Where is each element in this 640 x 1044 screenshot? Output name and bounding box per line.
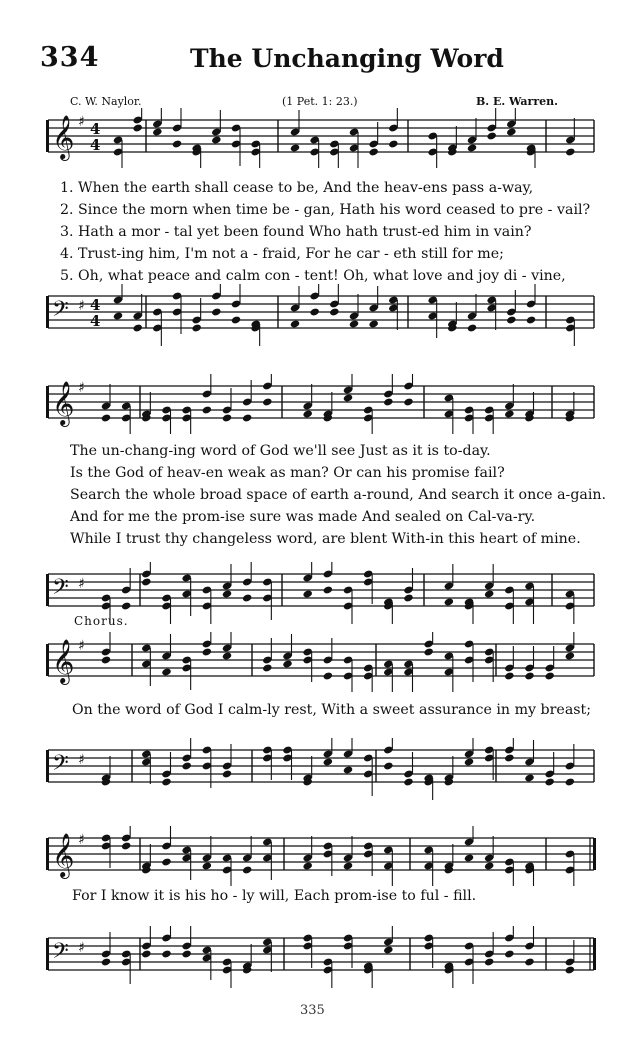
note-head (506, 315, 516, 324)
note-head (524, 957, 534, 966)
time-signature-top: 4 (90, 120, 101, 138)
note-head (444, 597, 454, 606)
verse-4-line-2: And for me the prom-ise sure was made And sealed on Cal-va-ry. (70, 509, 536, 525)
page-number: 335 (300, 1003, 325, 1018)
verse-5-line-2: While I trust thy changeless word, are blent With-in this heart of mine. (70, 531, 581, 547)
note-head (565, 965, 575, 974)
note-head (121, 601, 131, 610)
staff-chorus-bass (0, 738, 640, 800)
note-head (343, 765, 353, 774)
sharp-key-icon: ♯ (78, 114, 85, 130)
note-head (524, 671, 534, 680)
note-head (141, 949, 151, 958)
bass-clef-icon: 𝄢 (52, 297, 69, 327)
note-head (368, 319, 378, 328)
note-head (302, 861, 312, 870)
note-head (290, 319, 300, 328)
note-head (202, 405, 212, 414)
note-head (222, 413, 232, 422)
note-head (383, 761, 393, 770)
note-head (211, 135, 221, 144)
note-head (504, 753, 514, 762)
note-head (222, 651, 232, 660)
bass-clef-icon: 𝄢 (52, 575, 69, 605)
verse-1-line-1: 1. When the earth shall cease to be, And the heav-ens pass a-way, (60, 180, 534, 196)
system-bracket (46, 838, 49, 870)
note-head (467, 323, 477, 332)
treble-clef-icon: 𝄞 (52, 381, 75, 425)
note-head (349, 319, 359, 328)
note-head (343, 861, 353, 870)
note-head (368, 147, 378, 156)
staff-chorus-treble (0, 632, 640, 692)
note-head (323, 757, 333, 766)
sharp-key-icon: ♯ (78, 832, 85, 848)
sharp-key-icon: ♯ (78, 752, 85, 768)
note-head (302, 409, 312, 418)
note-head (383, 945, 393, 954)
staff-system1-bass (0, 284, 640, 346)
note-head (565, 147, 575, 156)
note-head (329, 307, 339, 316)
note-head (383, 397, 393, 406)
note-head (504, 949, 514, 958)
note-head (101, 655, 111, 664)
note-head (211, 307, 221, 316)
note-head (161, 857, 171, 866)
note-head (403, 593, 413, 602)
time-signature-top: 4 (90, 296, 101, 314)
treble-clef-icon: 𝄞 (52, 639, 75, 683)
note-head (242, 593, 252, 602)
verse-4-line-1: 4. Trust-ing him, I'm not a - fraid, For he car - eth still for me; (60, 246, 504, 262)
system-bracket (46, 644, 49, 676)
note-head (403, 777, 413, 786)
note-head (290, 143, 300, 152)
note-head (152, 127, 162, 136)
note-head (262, 397, 272, 406)
note-head (544, 671, 554, 680)
note-head (161, 667, 171, 676)
staff-final-bass (0, 926, 640, 988)
hymn-title: The Unchanging Word (190, 44, 504, 73)
note-head (544, 777, 554, 786)
verse-1-line-2: The un-chang-ing word of God we'll see Just as it is to-day. (70, 443, 491, 459)
system-bracket (46, 750, 49, 782)
note-head (242, 413, 252, 422)
note-head (121, 841, 131, 850)
note-head (506, 127, 516, 136)
note-head (309, 307, 319, 316)
note-head (141, 577, 151, 586)
note-head (388, 139, 398, 148)
verse-2-line-1: 2. Since the morn when time be - gan, Hath his word ceased to pre - vail? (60, 202, 591, 218)
verse-2-line-2: Is the God of heav-en weak as man? Or can his promise fail? (70, 465, 505, 481)
note-head (323, 585, 333, 594)
note-head (484, 589, 494, 598)
final-barline (593, 838, 596, 870)
note-head (323, 671, 333, 680)
final-barline (593, 938, 596, 970)
system-bracket (46, 386, 49, 418)
note-head (504, 671, 514, 680)
verse-3-line-1: 3. Hath a mor - tal yet been found Who hath trust-ed him in vain? (60, 224, 532, 240)
verse-3-line-2: Search the whole broad space of earth a-round, And search it once a-gain. (70, 487, 607, 503)
note-head (282, 659, 292, 668)
note-head (202, 647, 212, 656)
time-signature-bottom: 4 (90, 136, 101, 154)
note-head (565, 777, 575, 786)
note-head (484, 957, 494, 966)
sharp-key-icon: ♯ (78, 576, 85, 592)
note-head (464, 853, 474, 862)
note-head (222, 769, 232, 778)
chorus-line-2: For I know it is his ho - ly will, Each prom-ise to ful - fill. (72, 888, 477, 904)
sharp-key-icon: ♯ (78, 380, 85, 396)
note-head (484, 861, 494, 870)
staff-system1-treble (0, 108, 640, 168)
system-bracket (46, 296, 49, 328)
system-bracket (46, 574, 49, 606)
note-head (526, 315, 536, 324)
sharp-key-icon: ♯ (78, 638, 85, 654)
bass-clef-icon: 𝄢 (52, 751, 69, 781)
chorus-line-1: On the word of God I calm-ly rest, With a sweet assurance in my breast; (72, 702, 592, 718)
sharp-key-icon: ♯ (78, 298, 85, 314)
note-head (302, 589, 312, 598)
staff-final-treble (0, 826, 640, 886)
note-head (343, 393, 353, 402)
note-head (231, 315, 241, 324)
system-bracket (46, 120, 49, 152)
chorus-label: Chorus. (74, 614, 129, 628)
note-head (486, 131, 496, 140)
note-head (181, 761, 191, 770)
staff-system2-treble (0, 374, 640, 434)
note-head (101, 957, 111, 966)
note-head (222, 589, 232, 598)
note-head (524, 773, 534, 782)
note-head (191, 323, 201, 332)
hymn-number: 334 (40, 42, 100, 73)
scripture-reference: (1 Pet. 1: 23.) (282, 95, 358, 108)
note-head (172, 139, 182, 148)
note-head (101, 413, 111, 422)
note-head (464, 757, 474, 766)
treble-clef-icon: 𝄞 (52, 833, 75, 877)
note-head (403, 397, 413, 406)
note-head (242, 865, 252, 874)
note-head (504, 409, 514, 418)
note-head (202, 861, 212, 870)
treble-clef-icon: 𝄞 (52, 115, 75, 159)
note-head (132, 323, 142, 332)
note-head (161, 949, 171, 958)
note-head (181, 949, 191, 958)
author-credit: C. W. Naylor. (70, 95, 142, 108)
verse-5-line-1: 5. Oh, what peace and calm con - tent! Oh, what love and joy di - vine, (60, 268, 566, 284)
note-head (262, 663, 272, 672)
sharp-key-icon: ♯ (78, 940, 85, 956)
note-head (423, 647, 433, 656)
composer-credit: B. E. Warren. (476, 95, 558, 108)
note-head (161, 777, 171, 786)
note-head (132, 123, 142, 132)
system-bracket (46, 938, 49, 970)
bass-clef-icon: 𝄢 (52, 939, 69, 969)
note-head (467, 143, 477, 152)
note-head (565, 651, 575, 660)
time-signature-bottom: 4 (90, 312, 101, 330)
note-head (113, 311, 123, 320)
